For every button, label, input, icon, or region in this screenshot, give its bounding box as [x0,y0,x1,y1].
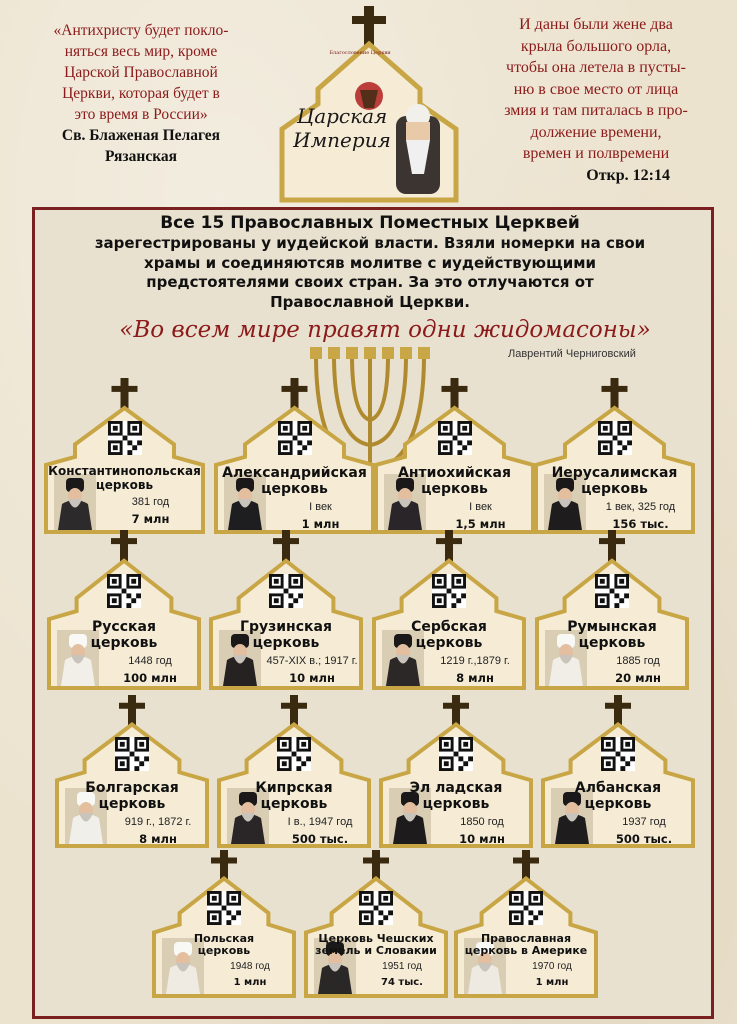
qr-code-icon [277,737,311,771]
church-name-line: Константинопольская [48,463,201,478]
church-card [302,850,450,1000]
church-members: 7 млн [131,511,170,526]
cross-icon [599,538,625,544]
pelagia-quote [10,20,272,167]
cross-icon [442,386,468,392]
church-name-line: Польская [193,931,255,945]
church-name [378,465,531,497]
church-members: 10 млн [289,670,335,685]
emblem-title [290,104,394,152]
cross-icon [443,703,469,709]
church-founded-year: 1951 год [382,960,422,972]
qr-code-icon [601,737,635,771]
big-quote: «Во всем мире правят одни жидомасоны» [119,317,651,343]
qr-code-icon [207,891,241,925]
church-name-line: церковь [260,796,328,813]
church-members: 100 млн [123,670,177,685]
church-name-line: церковь [252,635,320,652]
church-members: 74 тыс. [381,976,423,988]
church-name-line: Эл ладская [409,780,503,797]
church-card [207,530,365,692]
church-name [48,465,201,493]
church-name [308,933,444,958]
qr-code-icon [595,574,629,608]
bible-reference: Откр. 12:14 [586,166,670,184]
church-name [51,619,197,651]
cross-icon [282,386,308,392]
cross-icon [605,703,631,709]
qr-code-icon [439,737,473,771]
quote-line: крыла большого орла, [520,37,672,55]
church-name-line: Православная [480,931,572,945]
church-founded-year: 381 год [131,495,170,508]
church-card [45,530,203,692]
church-members: 1,5 млн [455,516,506,531]
church-name [458,933,594,958]
church-members: 8 млн [456,670,494,685]
emblem-caption: Благословение Церкви [329,50,391,56]
church-card [539,695,697,850]
church-founded-year: 457-XIX в.; 1917 г. [266,654,358,667]
church-name [218,465,371,497]
church-founded-year: 1 век, 325 год [605,500,676,513]
church-members: 1 млн [233,976,267,988]
church-members: 500 тыс. [615,831,673,846]
qr-code-icon [278,421,312,455]
church-name-line: Сербская [411,619,487,636]
church-card [372,378,537,536]
quote-author: Рязанская [104,148,178,165]
cross-icon [111,538,137,544]
church-founded-year: I век [469,500,492,513]
quote-line: Царской Православной [64,64,218,81]
cross-icon [513,858,539,864]
church-card [215,695,373,850]
quote-line: змия и там питалась в про- [504,102,688,119]
quote-line: Церкви, которая будет в [62,85,220,102]
church-name-line: церковь [261,480,328,497]
church-name-line: земель и Словакии [315,944,437,958]
church-members: 8 млн [139,831,177,846]
church-name [221,780,367,812]
church-name-line: церковь [98,796,166,813]
qr-code-icon [359,891,393,925]
church-founded-year: I в., 1947 год [287,815,353,828]
church-founded-year: 1448 год [128,654,172,667]
qr-code-icon [438,421,472,455]
church-card [532,378,697,536]
church-card [53,695,211,850]
church-name-line: Румынская [567,619,657,636]
church-members: 10 млн [459,831,505,846]
church-card [42,378,207,536]
qr-code-icon [598,421,632,455]
qr-code-icon [108,421,142,455]
quote-author: Св. Блаженая Пелагея [61,127,221,144]
church-name-line: церковь [90,635,158,652]
quote-line: это время в России» [74,106,208,123]
quote-line: должение времени, [530,123,662,141]
church-members: 156 тыс. [612,516,669,531]
church-name-line: церковь [581,480,648,497]
church-name-line: Кипрская [255,780,333,797]
church-founded-year: 1219 г.,1879 г. [440,654,510,667]
church-name-line: церковь [578,635,646,652]
quote-line: времен и полвремени [522,145,670,162]
church-members: 1 млн [301,516,340,531]
big-quote-author: Лаврентий Черниговский [508,348,636,360]
church-name [156,933,292,958]
emblem-title-line: Империя [293,128,391,152]
church-card [370,530,528,692]
church-name-line: Иерусалимская [551,464,678,481]
church-card [533,530,691,692]
church-name-line: Церковь Чешских [318,931,434,945]
church-name [376,619,522,651]
quote-line: чтобы она летела в пусты- [506,59,686,76]
quote-line: няться весь мир, кроме [64,43,218,60]
emblem-title-line: Царская [296,104,388,128]
church-name-line: церковь [415,635,483,652]
qr-code-icon [115,737,149,771]
cross-icon [119,703,145,709]
church-name-line: церковь в Америке [464,944,588,958]
church-members: 1 млн [535,976,569,988]
qr-code-icon [269,574,303,608]
headline-line: храмы и соединяютсяв молитве с иудействующими [144,253,596,272]
church-card [452,850,600,1000]
church-card [150,850,298,1000]
cross-icon [436,538,462,544]
church-founded-year: 1970 год [532,960,572,972]
church-name-line: Болгарская [85,780,179,797]
church-name-line: Александрийская [222,464,367,481]
headline-line: Православной Церкви. [270,292,470,311]
cross-icon [112,386,138,392]
church-name-line: Русская [92,619,156,636]
church-name-line: Албанская [574,780,662,797]
quote-line: И даны были жене два [519,16,673,33]
cross-icon [363,858,389,864]
cross-icon [281,703,307,709]
headline-title: Все 15 Православных Поместных Церквей [160,213,580,233]
church-name-line: церковь [422,796,490,813]
headline-line: зарегестрированы у иудейской власти. Взяли номерки на свои [94,234,646,252]
church-members: 500 тыс. [291,831,349,846]
church-name [213,619,359,651]
cross-icon [273,538,299,544]
church-name-line: Грузинская [240,619,332,636]
church-name-line: Антиохийская [398,464,511,481]
church-name-line: церковь [95,477,154,492]
church-card [212,378,377,536]
church-name [383,780,529,812]
church-name [59,780,205,812]
church-founded-year: 919 г., 1872 г. [124,815,192,828]
quote-line: ню в свое место от лица [513,80,679,98]
cross-icon [211,858,237,864]
headline [40,212,700,312]
quote-line: «Антихристу будет покло- [53,22,229,39]
church-founded-year: 1948 год [230,960,270,972]
cross-icon [602,386,628,392]
church-founded-year: 1885 год [616,654,660,667]
church-name [545,780,691,812]
church-founded-year: 1937 год [622,815,666,828]
church-name-line: церковь [584,796,652,813]
church-founded-year: I век [309,500,332,513]
qr-code-icon [509,891,543,925]
revelation-quote [462,14,730,186]
qr-code-icon [432,574,466,608]
church-card [377,695,535,850]
church-founded-year: 1850 год [460,815,504,828]
church-name [538,465,691,497]
church-name [539,619,685,651]
church-name-line: церковь [197,944,251,958]
headline-line: предстоятелями своих стран. За это отлучаются от [146,273,594,291]
church-members: 20 млн [615,670,661,685]
qr-code-icon [107,574,141,608]
church-name-line: церковь [421,480,488,497]
